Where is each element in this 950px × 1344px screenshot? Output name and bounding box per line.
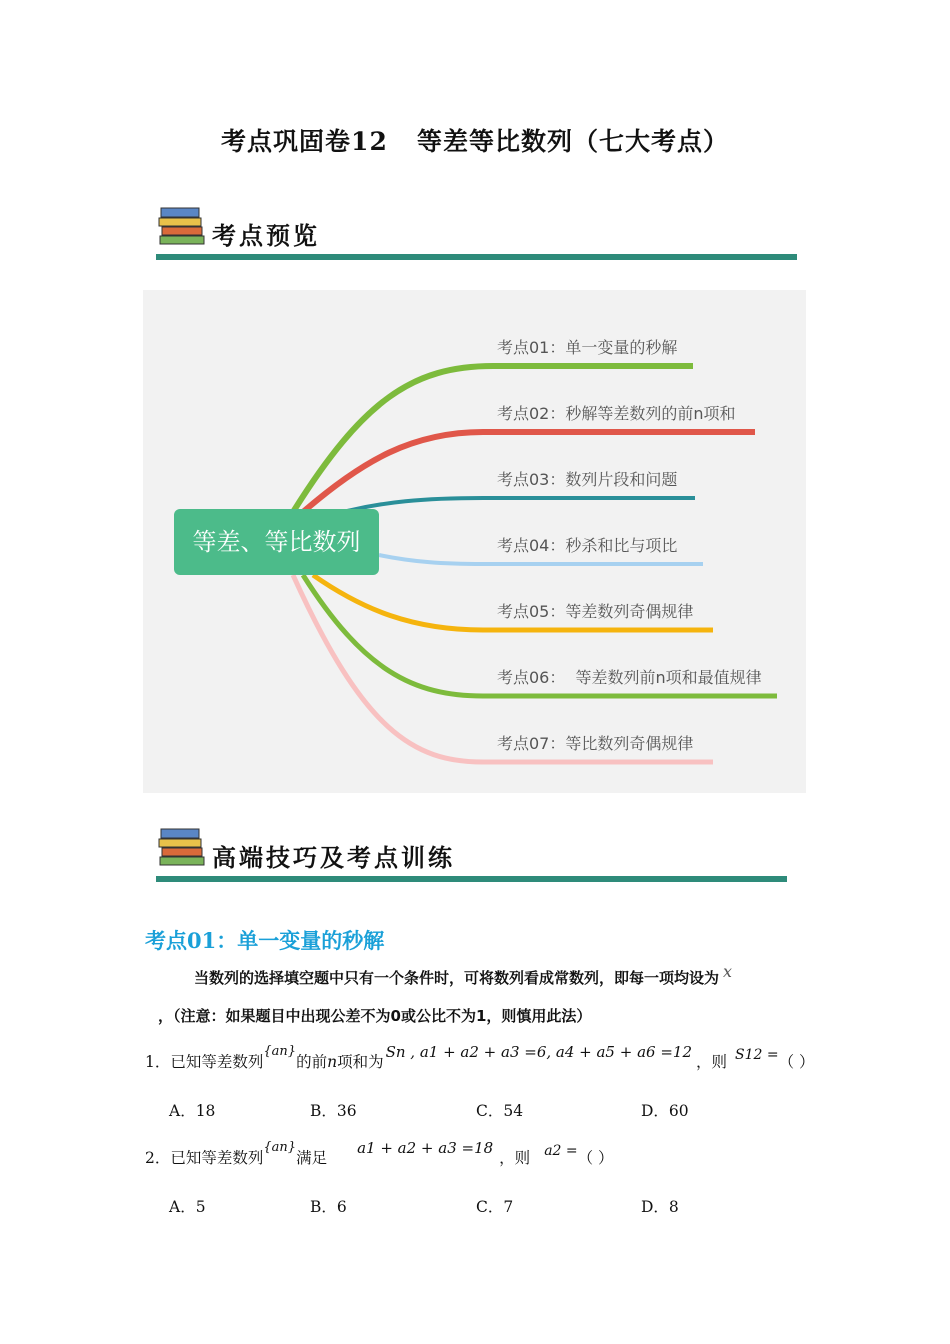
topic-01-note-line2: ，（注意：如果题目中出现公差不为0或公比不为1，则慎用此法） xyxy=(158,1007,592,1025)
answer-blank: （ ） xyxy=(778,1053,815,1071)
note-variable: x xyxy=(723,962,733,981)
question-text: 已知等差数列 xyxy=(170,1149,264,1167)
q2-option-b[interactable]: B．6 xyxy=(310,1198,347,1216)
q2-option-c[interactable]: C．7 xyxy=(476,1198,514,1216)
condition-formula: a1 + a2 + a3 =18 xyxy=(357,1139,494,1157)
mind-map-item-01: 考点01：单一变量的秒解 xyxy=(497,338,678,357)
question-number: 1． xyxy=(145,1053,171,1071)
q1-option-d[interactable]: D．60 xyxy=(641,1102,689,1120)
branch-03 xyxy=(343,498,695,512)
mind-map-item-02: 考点02：秒解等差数列的前n项和 xyxy=(497,404,736,423)
q1-option-b[interactable]: B．36 xyxy=(310,1102,357,1120)
topic-01-note-line1 xyxy=(194,962,733,988)
mind-map-item-05: 考点05：等差数列奇偶规律 xyxy=(497,602,694,621)
books-icon xyxy=(158,827,206,871)
q1-option-c[interactable]: C．54 xyxy=(476,1102,524,1120)
q2-option-d[interactable]: D．8 xyxy=(641,1198,679,1216)
variable-n: n xyxy=(327,1053,338,1071)
question-1 xyxy=(145,1043,815,1072)
question-text: 的前 xyxy=(296,1053,328,1071)
branch-01 xyxy=(293,366,693,512)
question-2 xyxy=(145,1139,614,1168)
question-text: 满足 xyxy=(296,1149,328,1167)
ask-formula: a2 = xyxy=(544,1143,578,1159)
q2-option-a[interactable]: A．5 xyxy=(169,1198,206,1216)
mind-map-item-06: 考点06： 等差数列前n项和最值规律 xyxy=(497,668,762,687)
condition-formula: Sn , a1 + a2 + a3 =6, a4 + a5 + a6 =12 xyxy=(385,1043,692,1061)
mind-map-item-03: 考点03：数列片段和问题 xyxy=(497,470,678,489)
question-text: ，则 xyxy=(499,1149,531,1167)
mind-map-center-node: 等差、等比数列 xyxy=(174,509,379,575)
section-divider xyxy=(156,876,787,882)
section-header-preview: 考点预览 xyxy=(212,221,320,250)
question-number: 2． xyxy=(145,1149,171,1167)
question-text: 已知等差数列 xyxy=(170,1053,264,1071)
question-text: ，则 xyxy=(696,1053,728,1071)
sequence-symbol: {an} xyxy=(263,1044,297,1059)
answer-blank: （ ） xyxy=(577,1149,614,1167)
note-text: 当数列的选择填空题中只有一个条件时，可将数列看成常数列，即每一项均设为 xyxy=(194,969,720,987)
mind-map-item-07: 考点07：等比数列奇偶规律 xyxy=(497,734,694,753)
books-icon xyxy=(158,206,206,250)
ask-formula: S12 = xyxy=(735,1047,779,1063)
page-title: 考点巩固卷12 等差等比数列（七大考点） xyxy=(221,127,729,156)
question-text: 项和为 xyxy=(337,1053,384,1071)
branch-04 xyxy=(379,555,703,564)
mind-map-item-04: 考点04：秒杀和比与项比 xyxy=(497,536,678,555)
sequence-symbol: {an} xyxy=(263,1140,297,1155)
q1-option-a[interactable]: A．18 xyxy=(169,1102,216,1120)
section-divider xyxy=(156,254,797,260)
topic-01-title: 考点01：单一变量的秒解 xyxy=(145,928,385,953)
section-header-training: 高端技巧及考点训练 xyxy=(212,843,455,872)
mind-map xyxy=(143,290,806,793)
